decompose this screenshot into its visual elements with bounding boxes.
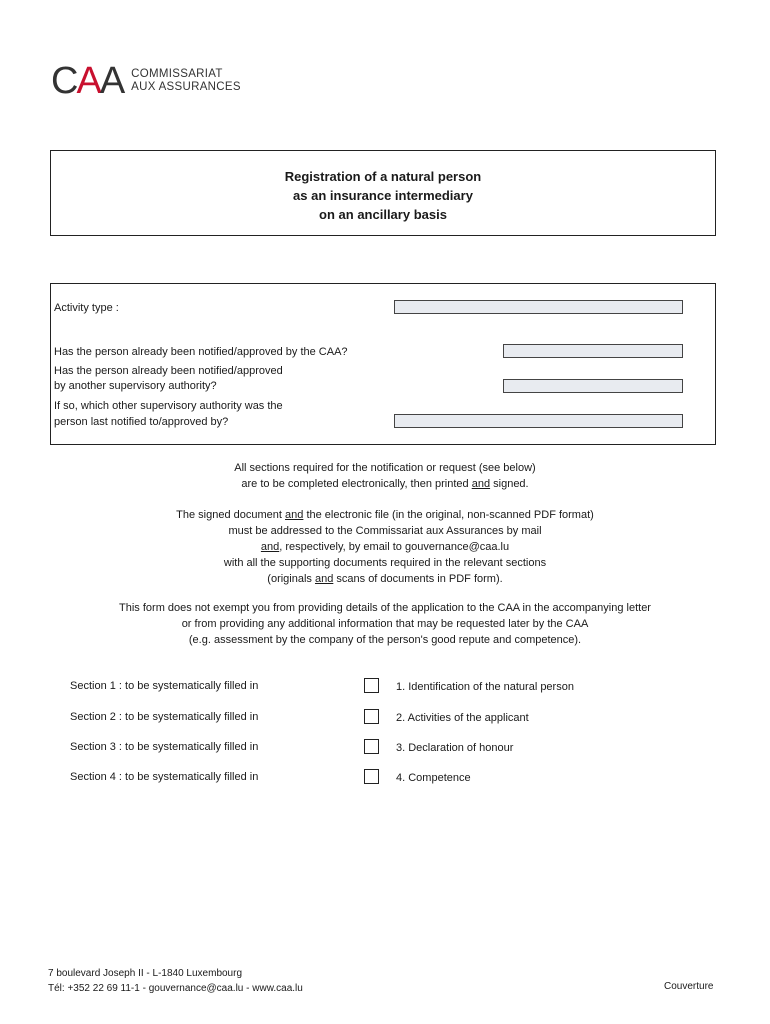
instr-p2-line5a: (originals	[267, 573, 315, 585]
instr-p2-line1	[0, 507, 770, 523]
instructions-paragraph-1	[0, 460, 770, 492]
instr-p2-and3: and	[314, 573, 334, 585]
instr-p2-line3b: , respectively, by email to gouvernance@caa.lu	[279, 541, 510, 553]
other-authority-field[interactable]	[503, 379, 683, 393]
section-1-name: 1. Identification of the natural person	[396, 681, 574, 693]
logo-line-1: COMMISSARIAT	[131, 68, 223, 80]
logo-mark: CAA	[51, 60, 124, 102]
footer-address: 7 boulevard Joseph II - L-1840 Luxembourg	[48, 968, 243, 979]
title-line-2: as an insurance intermediary	[293, 188, 473, 203]
applicant-info-box	[50, 283, 716, 445]
instr-p1-line2	[0, 476, 770, 492]
instr-p2-line5b: scans of documents in PDF form).	[333, 573, 503, 585]
section-4-checkbox[interactable]	[364, 769, 379, 784]
other-authority-label-1: Has the person already been notified/approved	[54, 365, 283, 377]
section-row-4	[0, 769, 770, 789]
footer-address-block	[48, 966, 303, 996]
section-row-2	[0, 709, 770, 729]
section-1-label: Section 1 : to be systematically filled in	[70, 680, 259, 692]
title-line-3: on an ancillary basis	[319, 207, 447, 222]
instr-p2-line1b: the electronic file (in the original, non-scanned PDF format)	[303, 509, 594, 521]
instr-p2-and1: and	[285, 509, 304, 521]
instr-p2-line5	[0, 571, 770, 587]
logo-text	[131, 68, 241, 94]
instr-p1-line2a: are to be completed electronically, then printed	[241, 478, 472, 490]
which-authority-label-1: If so, which other supervisory authority was the	[54, 400, 283, 412]
section-2-name: 2. Activities of the applicant	[396, 712, 529, 724]
instr-p1-line2b: signed.	[490, 478, 529, 490]
caa-notified-field[interactable]	[503, 344, 683, 358]
which-authority-label-2: person last notified to/approved by?	[54, 416, 229, 428]
footer-page-label: Couverture	[664, 981, 714, 992]
caa-logo	[51, 62, 241, 100]
instr-p2-line2: must be addressed to the Commissariat aux Assurances by mail	[228, 525, 542, 537]
section-2-checkbox[interactable]	[364, 709, 379, 724]
instructions-paragraph-3	[0, 600, 770, 648]
instr-p3-line3: (e.g. assessment by the company of the person's good repute and competence).	[188, 634, 582, 646]
instr-p1-and: and	[471, 478, 491, 490]
form-title-box	[50, 150, 716, 236]
section-row-3	[0, 739, 770, 759]
instr-p2-line4: with all the supporting documents required in the relevant sections	[223, 557, 547, 569]
instr-p2-and2: and	[260, 541, 280, 553]
other-authority-label-2: by another supervisory authority?	[54, 380, 217, 392]
section-3-name: 3. Declaration of honour	[396, 742, 514, 754]
section-3-checkbox[interactable]	[364, 739, 379, 754]
section-2-label: Section 2 : to be systematically filled in	[70, 711, 259, 723]
section-1-checkbox[interactable]	[364, 678, 379, 693]
instr-p2-line3	[0, 539, 770, 555]
instr-p3-line1: This form does not exempt you from providing details of the application to the CAA in the accompanying letter	[119, 602, 651, 614]
instr-p3-line2: or from providing any additional information that may be requested later by the CAA	[181, 618, 589, 630]
section-4-label: Section 4 : to be systematically filled in	[70, 771, 259, 783]
section-3-label: Section 3 : to be systematically filled in	[70, 741, 259, 753]
title-line-1: Registration of a natural person	[284, 169, 482, 184]
section-row-1	[0, 678, 770, 698]
instructions-paragraph-2	[0, 507, 770, 587]
instr-p1-line1: All sections required for the notification or request (see below)	[234, 462, 536, 474]
footer-contact: Tél: +352 22 69 11-1 - gouvernance@caa.lu - www.caa.lu	[48, 983, 303, 994]
which-authority-field[interactable]	[394, 414, 683, 428]
instr-p2-line1a: The signed document	[176, 509, 286, 521]
logo-line-2: AUX ASSURANCES	[131, 81, 241, 93]
caa-notified-label: Has the person already been notified/approved by the CAA?	[54, 346, 348, 358]
activity-type-field[interactable]	[394, 300, 683, 314]
activity-type-label: Activity type :	[54, 302, 119, 314]
section-4-name: 4. Competence	[396, 772, 471, 784]
